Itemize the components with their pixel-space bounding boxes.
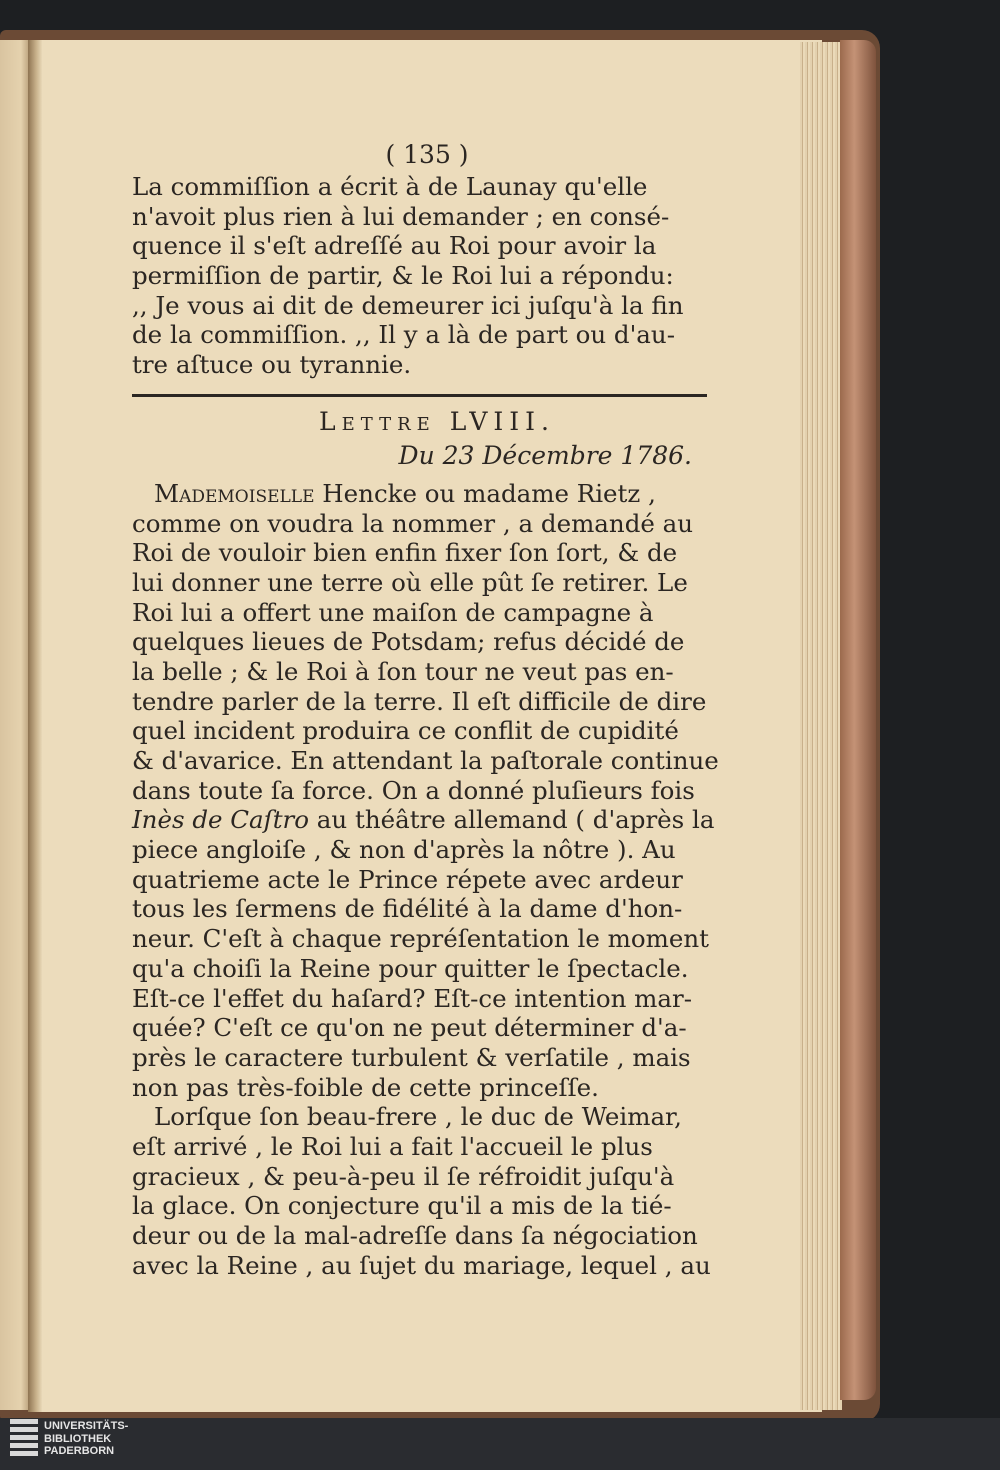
page-number: ( 135 ) xyxy=(385,140,469,169)
lead-rest: Hencke ou madame Rietz , xyxy=(314,478,656,508)
text-line-content: Lorſque ſon beau-frere , le duc de Weimar, xyxy=(154,1102,682,1132)
text-line: permiſſion de partir, & le Roi lui a répondu: xyxy=(132,261,674,291)
first-block xyxy=(132,172,732,380)
text-line: Roi de vouloir bien enfin fixer ſon ſort, & de xyxy=(132,538,678,568)
library-logo-icon xyxy=(10,1419,38,1465)
title-rest: au théâtre allemand ( d'après la xyxy=(309,805,715,835)
text-line: qu'a choiſi la Reine pour quitter le ſpectacle. xyxy=(132,953,689,983)
library-name xyxy=(44,1420,128,1458)
text-line: comme on voudra la nommer , a demandé au xyxy=(132,508,694,538)
text-line: eſt arrivé , le Roi lui a fait l'accueil le plus xyxy=(132,1131,653,1161)
text-line: la belle ; & le Roi à ſon tour ne veut pas en- xyxy=(132,656,674,686)
text-line: près le caractere turbulent & verſatile , mais xyxy=(132,1042,691,1072)
lead-word: Mademoiselle xyxy=(154,478,315,508)
text-line: lui donner une terre où elle pût ſe retirer. Le xyxy=(132,567,688,597)
left-page-edge xyxy=(0,40,30,1410)
play-title: Inès de Caſtro xyxy=(132,805,310,835)
library-line: BIBLIOTHEK xyxy=(44,1432,112,1445)
text-line xyxy=(132,1102,732,1132)
text-line: quelques lieues de Potsdam; refus décidé de xyxy=(132,627,685,657)
text-line: dans toute ſa force. On a donné pluſieurs fois xyxy=(132,775,695,805)
text-line: deur ou de la mal-adreſſe dans ſa négociation xyxy=(132,1221,698,1250)
text-line: piece angloiſe , & non d'après la nôtre ). Au xyxy=(132,835,676,865)
text-line xyxy=(132,805,732,835)
text-line: avec la Reine , au ſujet du mariage, lequel , au xyxy=(132,1250,711,1280)
text-line: quatrieme acte le Prince répete avec ardeur xyxy=(132,864,683,894)
text-line xyxy=(132,479,732,509)
letter-heading: Lettre LVIII. xyxy=(319,406,555,436)
text-line: n'avoit plus rien à lui demander ; en consé- xyxy=(132,201,670,231)
text-line: Eſt-ce l'effet du haſard? Eſt-ce intention mar- xyxy=(132,983,692,1013)
page-edges xyxy=(800,42,842,1410)
text-line: quence il s'eſt adreſſé au Roi pour avoir la xyxy=(132,231,657,261)
text-line: tous les ſermens de fidélité à la dame d'hon- xyxy=(132,894,683,924)
text-line: La commiſſion a écrit à de Launay qu'elle xyxy=(132,172,648,201)
page-text xyxy=(132,140,732,1280)
paragraph-1 xyxy=(132,479,732,1102)
text-line: tre aſtuce ou tyrannie. xyxy=(132,350,412,380)
text-line: ,, Je vous ai dit de demeurer ici juſqu'à la fin xyxy=(132,290,684,320)
text-line: quel incident produira ce conflit de cupidité xyxy=(132,716,679,746)
paragraph-2 xyxy=(132,1102,732,1280)
book-gutter xyxy=(28,40,42,1412)
text-line: gracieux , & peu-à-peu il ſe réfroidit juſqu'à xyxy=(132,1161,675,1191)
cover-edge xyxy=(840,40,876,1400)
footer-bar xyxy=(0,1418,1000,1470)
text-line: quée? C'eſt ce qu'on ne peut déterminer d'a- xyxy=(132,1013,687,1043)
text-line: de la commiſſion. ,, Il y a là de part ou d'au- xyxy=(132,320,675,350)
text-line: la glace. On conjecture qu'il a mis de la tié- xyxy=(132,1191,672,1221)
library-line: PADERBORN xyxy=(44,1445,115,1457)
text-line: tendre parler de la terre. Il eſt difficile de dire xyxy=(132,686,707,716)
text-line: neur. C'eſt à chaque repréſentation le moment xyxy=(132,924,709,954)
text-line: & d'avarice. En attendant la paſtorale continue xyxy=(132,746,719,775)
text-line: Roi lui a offert une maiſon de campagne à xyxy=(132,597,654,627)
letter-date: Du 23 Décembre 1786. xyxy=(398,440,692,470)
section-rule xyxy=(132,394,707,397)
library-line: UNIVERSITÄTS- xyxy=(44,1420,129,1432)
text-line: non pas très-foible de cette princeſſe. xyxy=(132,1072,599,1102)
